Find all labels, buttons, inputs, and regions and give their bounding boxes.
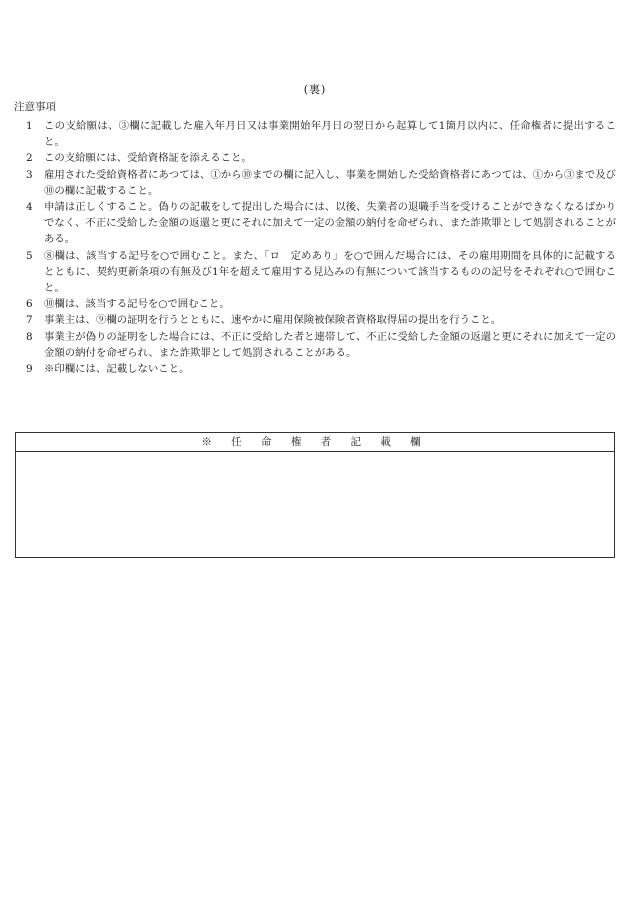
note-item [14, 312, 616, 328]
box-entry-area[interactable] [16, 452, 614, 558]
note-number: 1 [26, 120, 33, 132]
note-text: 事業主が偽りの証明をした場合には、不正に受給した者と連帯して、不正に受給した金額の返還と更にそれに加えて一定の金額の納付を命ぜられ、また詐欺罪として処罰されることがある。 [44, 330, 616, 359]
note-text: この支給願には、受給資格証を添えること。 [44, 152, 252, 165]
note-item [14, 296, 616, 312]
note-number: 3 [26, 168, 33, 181]
note-number: 6 [26, 298, 33, 311]
note-item [14, 199, 616, 248]
note-number: 9 [26, 363, 33, 376]
note-item [14, 361, 616, 377]
notes-heading: 注意事項 [14, 101, 56, 113]
page-side-label: (裏) [303, 83, 327, 96]
note-number: 7 [26, 314, 33, 327]
note-item [14, 150, 616, 166]
note-item [14, 329, 616, 361]
note-text: 申請は正しくすること。偽りの記載をして提出した場合には、以後、失業者の退職手当を受けることができなくなるばかりでなく、不正に受給した金額の返還と更にそれに加えて一定の金額の納付を命ぜられ、また詐欺罪として処罰されることがある。 [44, 201, 616, 246]
appointing-authority-entry-box [15, 432, 615, 558]
note-text: ※印欄には、記載しないこと。 [44, 363, 190, 376]
note-number: 4 [26, 201, 33, 214]
note-item [14, 118, 616, 150]
note-item [14, 167, 616, 199]
note-number: 5 [26, 249, 33, 262]
note-number: 8 [26, 330, 33, 343]
note-text: 雇用された受給資格者にあつては、①から⑩までの欄に記入し、事業を開始した受給資格者にあつては、①から③まで及び⑩の欄に記載すること。 [44, 168, 616, 197]
notes-list [14, 118, 616, 377]
note-number: 2 [26, 152, 33, 165]
box-header: ※ 任 命 権 者 記 載 欄 [16, 433, 614, 452]
note-text: ⑧欄は、該当する記号を○で囲むこと。また、「ロ 定めあり」を○で囲んだ場合には、その雇用期間を具体的に記載するとともに、契約更新条項の有無及び1年を超えて雇用する見込みの有無について該当するものの記号をそれぞれ○で囲むこと。 [44, 249, 616, 295]
note-item [14, 248, 616, 297]
note-text: この支給願は、③欄に記載した雇入年月日又は事業開始年月日の翌日から起算して1箇月以内に、任命権者に提出すること。 [44, 120, 616, 149]
note-text: 事業主は、⑨欄の証明を行うとともに、速やかに雇用保険被保険者資格取得届の提出を行うこと。 [44, 314, 502, 327]
note-text: ⑩欄は、該当する記号を○で囲むこと。 [44, 298, 230, 311]
